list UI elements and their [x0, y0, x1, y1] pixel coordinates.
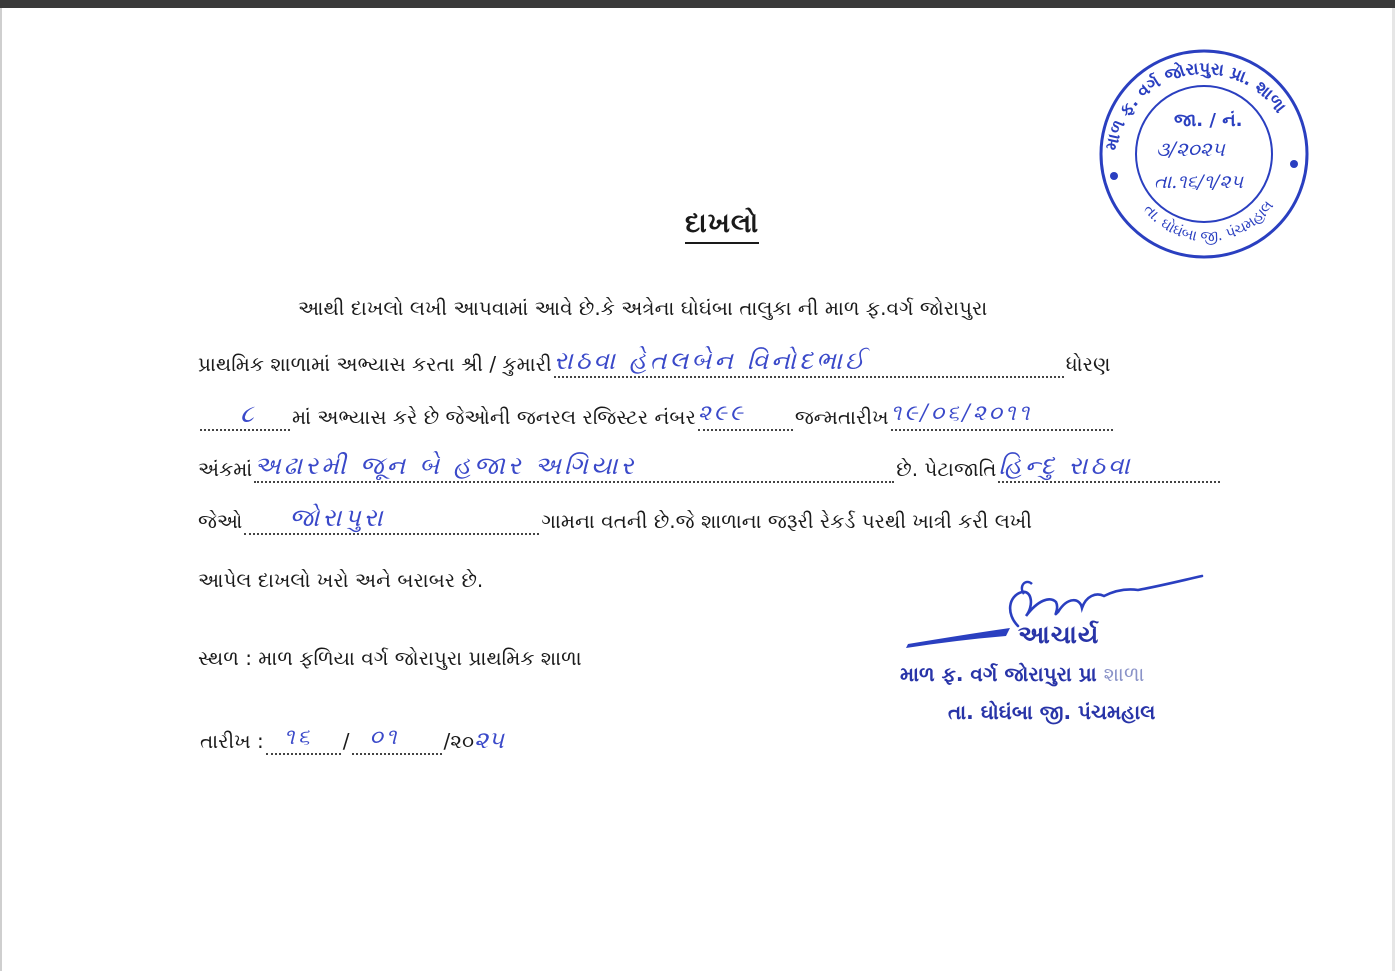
stamp-outer-bottom-text: તા. ઘોઘંબા જી. પંચમહાલ: [1140, 196, 1278, 246]
subcaste-field: [998, 451, 1220, 483]
signature-school-tail: શાળા: [1103, 662, 1145, 686]
village-handwritten: જોરાપુરા: [289, 503, 386, 532]
line2-prefix: પ્રાથમિક શાળામાં અભ્યાસ કરતા શ્રી / કુમારી: [198, 352, 552, 376]
dob-words-handwritten: અઢારમી જૂન બે હજાર અગિયાર: [254, 451, 637, 480]
signature-address-line: તા. ઘોઘંબા જી. પંચમહાલ: [948, 700, 1156, 724]
paragraph-line-1: આથી દાખલો લખી આપવામાં આવે છે.કે અત્રેના ઘોઘંબા તાલુકા ની માળ ફ.વર્ગ જોરાપુરા: [298, 296, 988, 320]
stamp-dot-left: [1110, 172, 1118, 180]
date-label: તારીખ :: [200, 729, 264, 753]
dob-words-field: [254, 451, 894, 483]
dob-handwritten: ૧૯/૦૬/૨૦૧૧: [890, 401, 1033, 426]
stamp-line-1: જા. / નં.: [1174, 110, 1243, 131]
line4-prefix: અંકમાં: [198, 457, 253, 481]
line5-suffix: ગામના વતની છે.જે શાળાના જરૂરી રેકર્ડ પરથી ખાત્રી કરી લખી: [541, 509, 1032, 533]
standard-field: [200, 399, 290, 431]
student-name-field: [553, 346, 1064, 378]
stamp-line-2: ૩/૨૦૨૫: [1156, 137, 1225, 161]
dob-field: [890, 401, 1113, 431]
paragraph-line-2: [198, 346, 1111, 378]
stamp-dot-right: [1290, 160, 1298, 168]
paragraph-line-4: [198, 451, 1222, 483]
date-sep-1: /: [342, 729, 350, 753]
document-title: દાખલો: [685, 208, 759, 244]
stamp-line-3: તા.૧૬/૧/૨૫: [1154, 171, 1243, 193]
paragraph-line-6: આપેલ દાખલો ખરો અને બરાબર છે.: [198, 568, 484, 592]
page-left-edge: [0, 8, 2, 971]
line4-mid: છે. પેટાજાતિ: [896, 457, 997, 481]
gr-number-handwritten: ૨૯૯: [697, 401, 746, 426]
line3-mid: માં અભ્યાસ કરે છે જેઓની જનરલ રજિસ્ટર નંબર: [292, 405, 696, 429]
school-stamp: [1094, 44, 1314, 264]
date-month-handwritten: ૦૧: [369, 725, 400, 750]
student-name-handwritten: રાઠવા હેતલબેન વિનોદભાઈ: [553, 346, 868, 375]
line2-suffix: ધોરણ: [1065, 352, 1111, 376]
place-line: સ્થળ : માળ ફળિયા વર્ગ જોરાપુરા પ્રાથમિક શાળા: [198, 646, 582, 670]
standard-handwritten: ૮: [240, 399, 257, 428]
signature-school-text: માળ ફ. વર્ગ જોરાપુરા પ્રા: [900, 662, 1097, 686]
stamp-outer-top-text: માળ ફ. વર્ગ જોરાપુરા પ્રા. શાળા: [1101, 58, 1290, 153]
gr-number-field: [697, 401, 793, 431]
date-sep-2: /૨૦: [443, 729, 475, 753]
date-year-handwritten: ૨૫: [474, 726, 504, 754]
signature-title: આચાર્ય: [1018, 620, 1100, 649]
date-day-handwritten: ૧૬: [283, 725, 313, 750]
line3-dob-label: જન્મતારીખ: [794, 405, 889, 429]
window-top-bar: [0, 0, 1395, 8]
signature-school-line: [900, 662, 1144, 686]
paragraph-line-3: [198, 399, 1115, 431]
date-day-field: [266, 725, 341, 755]
village-field: [244, 503, 539, 535]
subcaste-handwritten: હિન્દુ રાઠવા: [998, 451, 1133, 480]
date-month-field: [352, 725, 442, 755]
date-line: [200, 726, 504, 755]
paragraph-line-5: [198, 503, 1032, 535]
line5-prefix: જેઓ: [198, 509, 243, 533]
